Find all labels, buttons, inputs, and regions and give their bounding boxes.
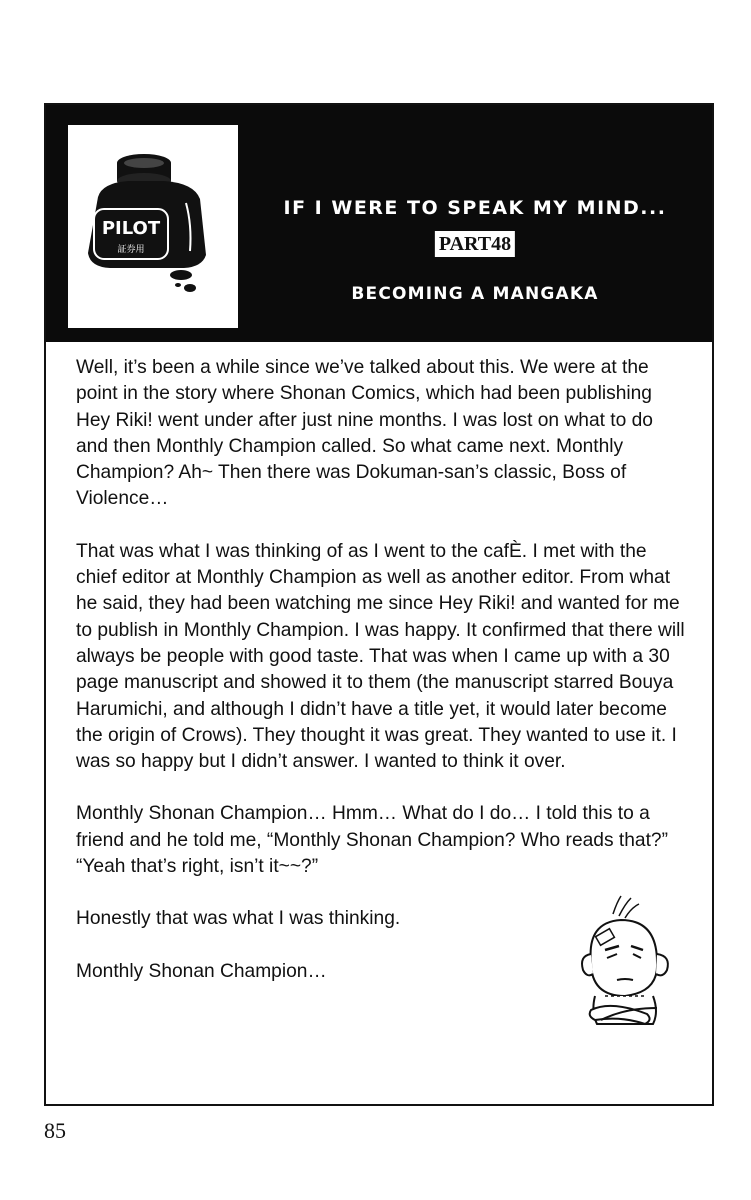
ink-bottle-panel	[68, 125, 238, 328]
mascot-illustration	[561, 892, 681, 1047]
paragraph: Monthly Shonan Champion… Hmm… What do I do… I told this to a friend and he told me, “Monthly Shonan Champion? Who reads that?” “Yeah that’s right, isn’t it~~?”	[76, 803, 668, 878]
column-header	[46, 105, 712, 342]
paragraph: That was what I was thinking of as I went to the cafÈ. I met with the chief editor at Monthly Champion as well as another editor. From what he said, they had been watching me since Hey Riki! and wanted for me to publish in Monthly Champion. I was happy. It confirmed that there will always be people with good taste. That was when I came up with a 30 page manuscript and showed it to them (the manuscript starred Bouya Harumichi, and although I didn’t have a title yet, it would later become the origin of Crows). They thought it was great. They wanted to use it. I was so happy but I didn’t answer. I wanted to think it over.	[76, 540, 685, 773]
ink-label-text: PILOT	[101, 218, 161, 239]
paragraph: Honestly that was what I was thinking.	[76, 908, 401, 930]
header-text-block	[238, 105, 712, 342]
ink-bottle-icon	[68, 125, 238, 328]
part-badge: PART48	[435, 231, 515, 257]
column-title: IF I WERE TO SPEAK MY MIND...	[283, 197, 667, 219]
paragraph: Monthly Shonan Champion…	[76, 960, 327, 982]
column-frame	[44, 103, 714, 1106]
ink-sublabel-text: 証券用	[117, 245, 145, 255]
paragraph: Well, it’s been a while since we’ve talked about this. We were at the point in the story where Shonan Comics, which had been publishing Hey Riki! went under after just nine months. I was lost on what to do and then Monthly Champion called. So what came next. Monthly Champion? Ah~ Then there was Dokuman-san’s classic, Boss of Violence…	[76, 357, 653, 510]
column-subtitle: BECOMING A MANGAKA	[351, 284, 599, 304]
page-number: 85	[44, 1118, 66, 1143]
